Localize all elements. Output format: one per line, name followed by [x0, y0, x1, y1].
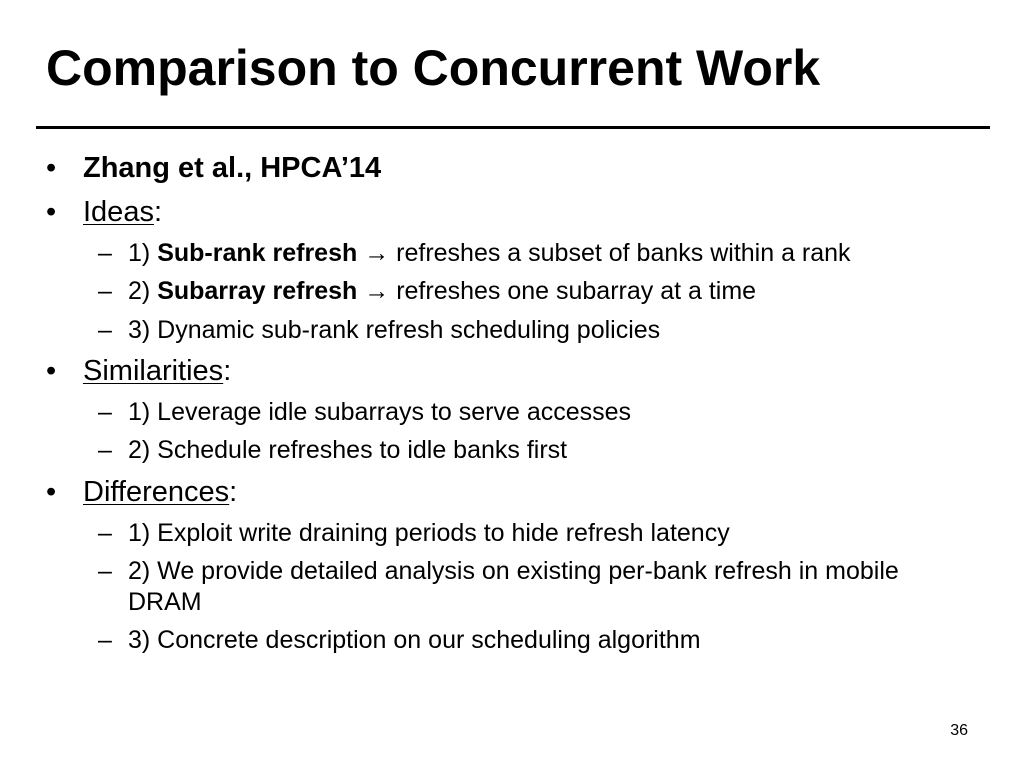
dash-mark: – — [98, 315, 112, 344]
idea-1-prefix: 1) — [128, 238, 158, 267]
differences-heading: Differences — [83, 475, 230, 508]
heading-colon: : — [223, 355, 232, 388]
difference-1-text: 1) Exploit write draining periods to hide refresh latency — [128, 518, 730, 547]
sub-bullet-idea-1 — [98, 238, 976, 269]
sub-bullet-idea-2 — [98, 276, 976, 307]
idea-2-prefix: 2) — [128, 277, 158, 306]
dash-mark: – — [98, 557, 112, 586]
bullet-similarities — [46, 354, 976, 389]
idea-1-description: → refreshes a subset of banks within a rank — [357, 238, 851, 267]
citation-text: Zhang et al., HPCA’14 — [83, 152, 382, 184]
bullet-differences — [46, 475, 976, 510]
sub-bullet-idea-3 — [98, 315, 976, 346]
bullet-mark: • — [46, 195, 57, 228]
sub-bullet-similarity-2 — [98, 435, 976, 466]
dash-mark: – — [98, 626, 112, 655]
bullet-mark: • — [46, 475, 57, 508]
dash-mark: – — [98, 518, 112, 547]
sub-bullet-difference-1 — [98, 518, 976, 549]
bullet-zhang-et-al — [46, 151, 976, 186]
sub-bullet-difference-3 — [98, 625, 976, 656]
difference-2-text: 2) We provide detailed analysis on existing per-bank refresh in mobile DRAM — [128, 557, 899, 616]
slide-content — [46, 142, 976, 656]
idea-3-text: 3) Dynamic sub-rank refresh scheduling policies — [128, 315, 661, 344]
idea-2-description: → refreshes one subarray at a time — [357, 277, 757, 306]
dash-mark: – — [98, 436, 112, 465]
dash-mark: – — [98, 277, 112, 306]
bullet-mark: • — [46, 152, 57, 184]
bullet-mark: • — [46, 355, 57, 388]
idea-1-term: Sub-rank refresh — [157, 238, 358, 267]
idea-2-term: Subarray refresh — [157, 277, 358, 306]
ideas-heading: Ideas — [83, 195, 154, 228]
heading-colon: : — [229, 475, 238, 508]
bullet-ideas — [46, 195, 976, 230]
heading-colon: : — [153, 195, 163, 228]
slide-title: Comparison to Concurrent Work — [46, 40, 821, 96]
similarity-2-text: 2) Schedule refreshes to idle banks first — [128, 436, 568, 465]
dash-mark: – — [98, 397, 112, 426]
dash-mark: – — [98, 238, 112, 267]
similarity-1-text: 1) Leverage idle subarrays to serve accesses — [128, 397, 632, 426]
similarities-heading: Similarities — [83, 355, 224, 388]
sub-bullet-difference-2 — [98, 556, 976, 617]
title-divider — [36, 126, 990, 129]
page-number: 36 — [950, 722, 968, 739]
difference-3-text: 3) Concrete description on our scheduling algorithm — [128, 626, 701, 655]
sub-bullet-similarity-1 — [98, 397, 976, 428]
